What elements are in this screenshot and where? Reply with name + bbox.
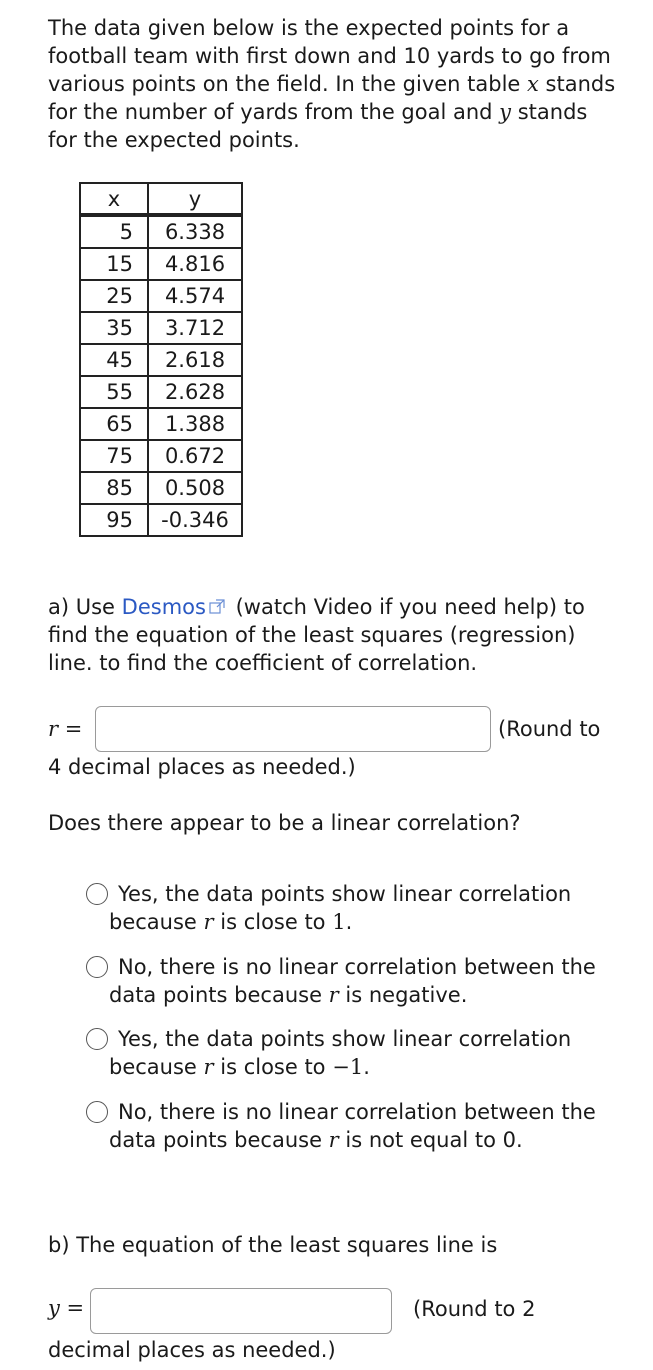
equation-answer-input[interactable] xyxy=(90,1288,392,1334)
radio-button[interactable] xyxy=(86,1101,108,1123)
cell-x: 65 xyxy=(80,408,148,440)
radio-button[interactable] xyxy=(86,1028,108,1050)
option-end: . xyxy=(345,910,353,934)
r-label: r = xyxy=(48,717,83,741)
intro-text-2: stands for the number of yards from the goal and xyxy=(48,72,616,124)
cell-y: 4.816 xyxy=(148,248,242,280)
table-row xyxy=(80,280,242,312)
option-var-r: r xyxy=(328,1128,339,1152)
r-answer-input[interactable] xyxy=(95,706,491,752)
cell-x: 55 xyxy=(80,376,148,408)
option-text xyxy=(109,1025,604,1081)
header-x: x xyxy=(80,183,148,215)
external-link-icon xyxy=(209,599,225,615)
option-var-r: r xyxy=(328,983,339,1007)
table-row xyxy=(80,376,242,408)
cell-y: 1.388 xyxy=(148,408,242,440)
answer-option-3[interactable] xyxy=(84,1025,604,1081)
answer-option-2[interactable] xyxy=(84,953,604,1009)
option-end: . xyxy=(363,1055,370,1079)
cell-x: 95 xyxy=(80,504,148,536)
part-a-suffix: (watch Video if you need help) to find the equation of the least squares (regression) line. to find the coefficient of correlation. xyxy=(48,595,585,675)
radio-button[interactable] xyxy=(86,956,108,978)
table-header-row xyxy=(80,183,242,215)
answer-option-4[interactable] xyxy=(84,1098,604,1154)
round-note-y: (Round to 2 xyxy=(413,1297,536,1321)
option-line-2-pre: because xyxy=(109,1055,204,1079)
table-row xyxy=(80,344,242,376)
option-text xyxy=(109,953,604,1009)
option-line-1: Yes, the data points show linear correlation xyxy=(118,1027,572,1051)
option-line-1: No, there is no linear correlation between the xyxy=(118,1100,596,1124)
cell-y: -0.346 xyxy=(148,504,242,536)
table-row xyxy=(80,312,242,344)
option-number: 1 xyxy=(332,910,346,934)
desmos-link[interactable]: Desmos xyxy=(121,595,206,619)
round-note-y-cont: decimal places as needed.) xyxy=(48,1338,336,1362)
option-line-2-post: is close to xyxy=(213,1055,333,1079)
correlation-question: Does there appear to be a linear correlation? xyxy=(48,811,521,835)
option-line-1: Yes, the data points show linear correlation xyxy=(118,882,572,906)
cell-x: 45 xyxy=(80,344,148,376)
part-b-text: b) The equation of the least squares line is xyxy=(48,1233,498,1257)
option-line-2-post: is close to xyxy=(213,910,333,934)
option-var-r: r xyxy=(203,910,214,934)
radio-button[interactable] xyxy=(86,883,108,905)
cell-x: 35 xyxy=(80,312,148,344)
intro-var-x: x xyxy=(527,72,539,96)
intro-var-y: y xyxy=(499,100,512,124)
option-line-2-pre: data points because xyxy=(109,1128,329,1152)
intro-text-3: stands for the expected points. xyxy=(48,100,588,152)
cell-y: 6.338 xyxy=(148,215,242,248)
intro-text-1: The data given below is the expected points for a football team with first down and 10 yards to go from various points on the field. In the given table xyxy=(48,16,611,96)
round-note-r-cont: 4 decimal places as needed.) xyxy=(48,755,356,779)
cell-x: 25 xyxy=(80,280,148,312)
cell-y: 3.712 xyxy=(148,312,242,344)
option-line-1: No, there is no linear correlation between the xyxy=(118,955,596,979)
data-table xyxy=(79,182,243,537)
cell-x: 5 xyxy=(80,215,148,248)
table-row xyxy=(80,440,242,472)
option-line-2-post: is negative. xyxy=(338,983,468,1007)
answer-option-1[interactable] xyxy=(84,880,604,936)
option-text xyxy=(109,1098,604,1154)
option-number: −1 xyxy=(332,1055,364,1079)
cell-y: 2.628 xyxy=(148,376,242,408)
cell-x: 15 xyxy=(80,248,148,280)
cell-y: 0.508 xyxy=(148,472,242,504)
part-a-instructions xyxy=(48,593,618,677)
option-var-r: r xyxy=(203,1055,214,1079)
table-row xyxy=(80,248,242,280)
cell-x: 75 xyxy=(80,440,148,472)
cell-y: 4.574 xyxy=(148,280,242,312)
option-text xyxy=(109,880,604,936)
table-row xyxy=(80,504,242,536)
option-line-2-pre: because xyxy=(109,910,204,934)
option-line-2-post: is not equal to 0. xyxy=(338,1128,523,1152)
header-y: y xyxy=(148,183,242,215)
y-label: y = xyxy=(48,1296,85,1320)
cell-y: 0.672 xyxy=(148,440,242,472)
problem-intro xyxy=(48,14,618,154)
table-row xyxy=(80,215,242,248)
cell-y: 2.618 xyxy=(148,344,242,376)
table-row xyxy=(80,472,242,504)
cell-x: 85 xyxy=(80,472,148,504)
part-a-prefix: a) Use xyxy=(48,595,122,619)
round-note-r: (Round to xyxy=(498,717,601,741)
table-row xyxy=(80,408,242,440)
option-line-2-pre: data points because xyxy=(109,983,329,1007)
